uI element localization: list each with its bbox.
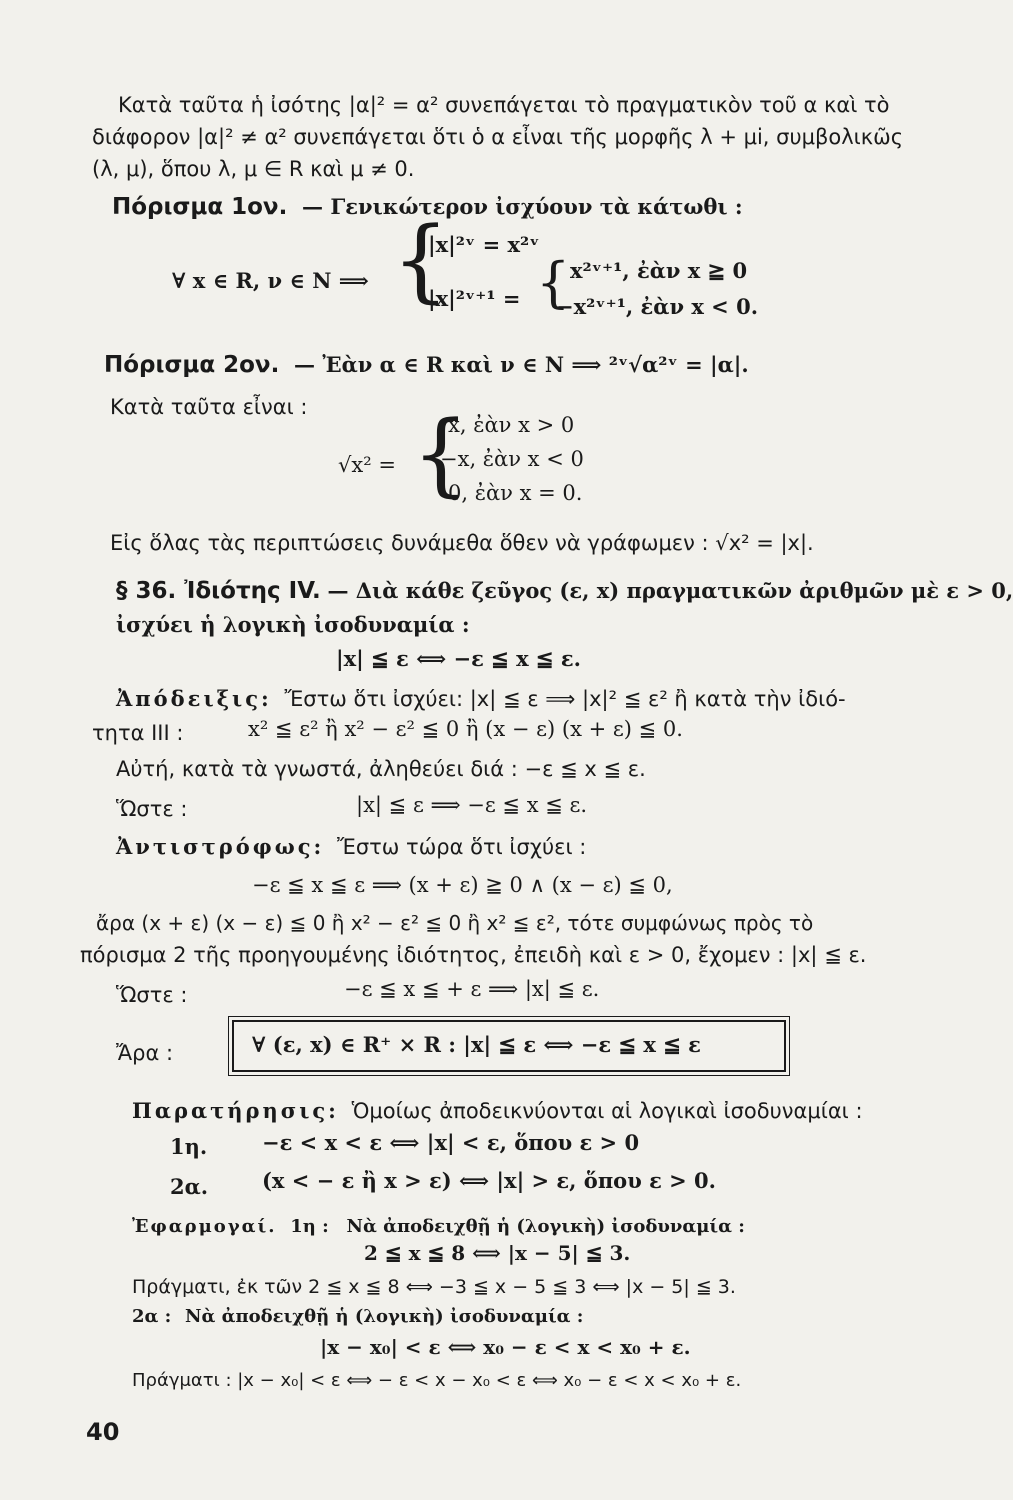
- paratirisis-item-2: (x < − ε ἢ x > ε) ⟺ |x| > ε, ὅπου ε > 0.: [262, 1168, 716, 1193]
- page-number: 40: [86, 1418, 120, 1446]
- left-brace-cases: {: [412, 402, 470, 507]
- porisma-1-eq2: |x|²ᵛ⁺¹ =: [428, 286, 521, 311]
- efarmogai-e2-eq: |x − x₀| < ε ⟺ x₀ − ε < x < x₀ + ε.: [320, 1335, 691, 1359]
- porisma-1-lhs: ∀ x ∈ R, ν ∈ N ⟹: [172, 268, 369, 293]
- proof-line-1: [116, 686, 846, 712]
- efarmogai-e1-eq: 2 ≦ x ≦ 8 ⟺ |x − 5| ≦ 3.: [364, 1241, 631, 1265]
- kata-tauta: Κατὰ ταῦτα εἶναι :: [110, 395, 308, 419]
- efarmogai-line-1: [132, 1214, 745, 1240]
- proof-text-1: Ἔστω ὅτι ἰσχύει: |x| ≦ ε ⟹ |x|² ≦ ε² ἢ κατὰ τὴν ἰδιό-: [284, 687, 846, 711]
- proof-line-4a: Ὥστε :: [116, 797, 188, 821]
- converse-line-4: πόρισμα 2 τῆς προηγουμένης ἰδιότητος, ἐπειδὴ καὶ ε > 0, ἔχομεν : |x| ≦ ε.: [80, 943, 867, 967]
- paratirisis-line: [132, 1098, 863, 1124]
- result-box-text: ∀ (ε, x) ∈ R⁺ × R : |x| ≦ ε ⟺ −ε ≦ x ≦ ε: [252, 1032, 701, 1057]
- converse-line-3: ἄρα (x + ε) (x − ε) ≦ 0 ἢ x² − ε² ≦ 0 ἢ x² ≦ ε², τότε συμφώνως πρὸς τὸ: [96, 911, 814, 935]
- section-36-heading: § 36. Ἰδιότης IV.: [116, 578, 321, 604]
- efarmogai-e2-proof: Πράγματι : |x − x₀| < ε ⟺ − ε < x − x₀ < ε ⟺ x₀ − ε < x < x₀ + ε.: [132, 1370, 742, 1391]
- eis-olas: Εἰς ὅλας τὰς περιπτώσεις δυνάμεθα ὅθεν νὰ γράφωμεν : √x² = |x|.: [110, 531, 814, 555]
- efarmogai-line-2: [132, 1304, 583, 1330]
- section-36: [116, 578, 1013, 604]
- intro-line-1: Κατὰ ταῦτα ἡ ἰσότης |α|² = α² συνεπάγεται τὸ πραγματικὸν τοῦ α καὶ τὸ: [118, 93, 890, 117]
- paratirisis-label: Παρατήρησις:: [132, 1098, 339, 1123]
- converse-line-1: [116, 834, 586, 860]
- paratirisis-item-2-num: 2α.: [170, 1174, 209, 1199]
- porisma-1-eq1: |x|²ᵛ = x²ᵛ: [428, 232, 540, 257]
- efarmogai-e2-text: Νὰ ἀποδειχθῇ ἡ (λογικὴ) ἰσοδυναμία :: [185, 1306, 584, 1327]
- converse-line-5a: Ὥστε :: [116, 983, 188, 1007]
- porisma-1-text: — Γενικώτερον ἰσχύουν τὰ κάτωθι :: [302, 194, 743, 219]
- porisma-1-case2: −x²ᵛ⁺¹, ἐὰν x < 0.: [556, 294, 759, 319]
- porisma-2: [104, 352, 749, 378]
- porisma-2-text: — Ἐὰν α ∈ R καὶ ν ∈ N ⟹ ²ᵛ√α²ᵛ = |α|.: [294, 352, 749, 377]
- sqrt-lhs: √x² =: [338, 453, 396, 477]
- efarmogai-e2-num: 2α :: [132, 1306, 172, 1327]
- converse-text-1: Ἔστω τώρα ὅτι ἰσχύει :: [336, 835, 587, 859]
- section-36-text1: — Διὰ κάθε ζεῦγος (ε, x) πραγματικῶν ἀριθμῶν μὲ ε > 0,: [327, 578, 1013, 603]
- proof-line-2a: τητα III :: [92, 721, 184, 745]
- porisma-2-heading: Πόρισμα 2ον.: [104, 352, 280, 378]
- converse-label: Ἀντιστρόφως:: [116, 834, 325, 859]
- efarmogai-e1-proof: Πράγματι, ἐκ τῶν 2 ≦ x ≦ 8 ⟺ −3 ≦ x − 5 ≦ 3 ⟺ |x − 5| ≦ 3.: [132, 1276, 736, 1298]
- proof-line-3: Αὐτή, κατὰ τὰ γνωστά, ἀληθεύει διά : −ε ≦ x ≦ ε.: [116, 757, 646, 781]
- section-36-text2: ἰσχύει ἡ λογικὴ ἰσοδυναμία :: [116, 612, 470, 637]
- paratirisis-item-1-num: 1η.: [170, 1134, 208, 1159]
- left-brace-small: {: [536, 251, 571, 314]
- intro-line-3: (λ, μ), ὅπου λ, μ ∈ R καὶ μ ≠ 0.: [92, 157, 415, 181]
- converse-line-5b: −ε ≦ x ≦ + ε ⟹ |x| ≦ ε.: [344, 977, 600, 1001]
- converse-line-2: −ε ≦ x ≦ ε ⟹ (x + ε) ≧ 0 ∧ (x − ε) ≦ 0,: [252, 873, 673, 897]
- left-brace-big: {: [392, 208, 450, 313]
- sqrt-case-1: x, ἐὰν x > 0: [448, 413, 575, 437]
- proof-line-4b: |x| ≦ ε ⟹ −ε ≦ x ≦ ε.: [356, 793, 588, 817]
- paratirisis-item-1: −ε < x < ε ⟺ |x| < ε, ὅπου ε > 0: [262, 1130, 640, 1155]
- porisma-1-case1: x²ᵛ⁺¹, ἐὰν x ≧ 0: [570, 258, 748, 283]
- paratirisis-text: Ὁμοίως ἀποδεικνύονται αἱ λογικαὶ ἰσοδυναμίαι :: [351, 1099, 863, 1123]
- proof-line-2b: x² ≦ ε² ἢ x² − ε² ≦ 0 ἢ (x − ε) (x + ε) ≦ 0.: [248, 717, 683, 741]
- proof-label: Ἀπόδειξις:: [116, 686, 272, 711]
- section-36-eq: |x| ≦ ε ⟺ −ε ≦ x ≦ ε.: [336, 646, 581, 671]
- porisma-1-heading: Πόρισμα 1ον.: [112, 194, 288, 220]
- ara-label: Ἄρα :: [116, 1041, 174, 1065]
- intro-line-2: διάφορον |α|² ≠ α² συνεπάγεται ὅτι ὁ α εἶναι τῆς μορφῆς λ + μi, συμβολικῶς: [92, 125, 904, 149]
- efarmogai-e1-num: 1η :: [290, 1216, 329, 1237]
- efarmogai-label: Ἐφαρμογαί.: [132, 1216, 277, 1237]
- sqrt-case-2: −x, ἐὰν x < 0: [440, 447, 584, 471]
- efarmogai-e1-text: Νὰ ἀποδειχθῇ ἡ (λογικὴ) ἰσοδυναμία :: [346, 1216, 745, 1237]
- sqrt-case-3: 0, ἐὰν x = 0.: [448, 481, 583, 505]
